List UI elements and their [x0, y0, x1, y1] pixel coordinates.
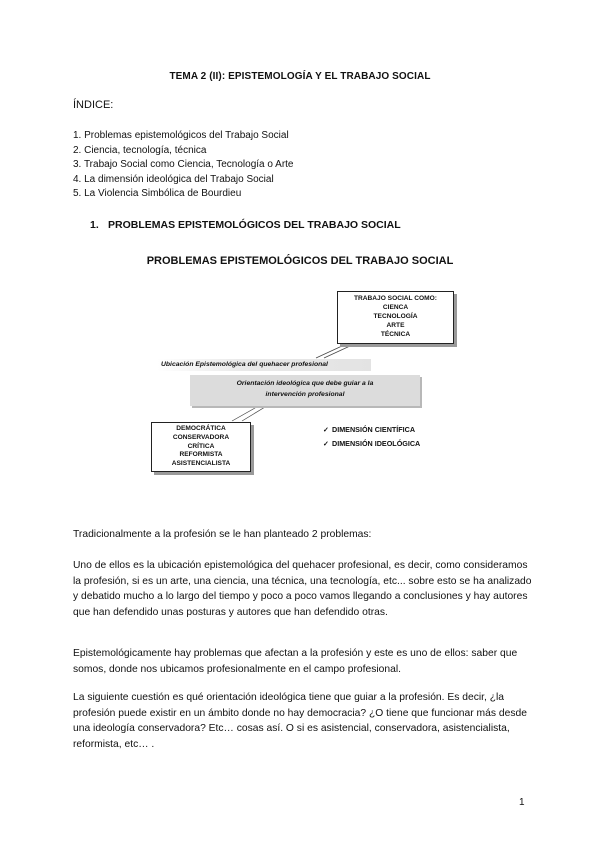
body-paragraph-3: Epistemológicamente hay problemas que afectan a la profesión y este es uno de ellos: saber que somos, donde nos ubicamos profesionalmente en el campo profesional. [73, 648, 518, 675]
ideologia-line-3: CRÍTICA [187, 442, 215, 450]
trabajo-social-line-3: TECNOLOGÍA [373, 313, 418, 320]
page-number: 1 [519, 797, 525, 808]
checkmark-icon: ✓ [323, 425, 330, 434]
dimension-ideologica: DIMENSIÓN IDEOLÓGICA [332, 439, 421, 448]
figure-title: PROBLEMAS EPISTEMOLÓGICOS DEL TRABAJO SOCIAL [146, 255, 454, 267]
index-item-3: 3. Trabajo Social como Ciencia, Tecnología o Arte [73, 159, 294, 171]
body-paragraph-1: Tradicionalmente a la profesión se le han planteado 2 problemas: [73, 529, 372, 540]
ideologia-line-2: CONSERVADORA [172, 433, 230, 441]
trabajo-social-line-4: ARTE [386, 322, 405, 329]
body-paragraph-4: La siguiente cuestión es qué orientación ideológica tiene que guiar a la profesión. Es decir, ¿la profesión puede existir en un ámbito donde no hay democracia? ¿O tiene que funcionar más desde una ideología conservadora? Etc… cosas así. O si es asistencial, conservadora, asistencialista, reformista, etc… . [73, 692, 527, 750]
ubicacion-label: Ubicación Epistemológica del quehacer profesional [157, 359, 371, 371]
index-item-4: 4. La dimensión ideológica del Trabajo Social [73, 173, 274, 185]
ideologia-line-1: DEMOCRÁTICA [176, 425, 226, 432]
dimension-item-1 [323, 423, 420, 437]
orientacion-line-2: intervención profesional [265, 390, 345, 398]
dimension-item-2 [323, 437, 420, 451]
orientacion-line-1: Orientación ideológica que debe guiar a la [236, 380, 374, 387]
trabajo-social-line-2: CIENCA [382, 304, 409, 311]
ideologias-box [151, 422, 251, 472]
index-list [73, 129, 294, 202]
section-heading [90, 219, 401, 231]
index-label: ÍNDICE: [73, 99, 114, 111]
trabajo-social-box [337, 291, 454, 344]
section-heading-text: PROBLEMAS EPISTEMOLÓGICOS DEL TRABAJO SOCIAL [108, 219, 401, 231]
connector-bottom [232, 404, 270, 421]
trabajo-social-line-1: TRABAJO SOCIAL COMO: [353, 295, 438, 302]
index-item-5: 5. La Violencia Simbólica de Bourdieu [73, 188, 242, 200]
orientacion-box [190, 375, 420, 406]
ideologia-line-5: ASISTENCIALISTA [171, 460, 231, 468]
dimensions-list [323, 423, 420, 451]
checkmark-icon: ✓ [323, 439, 330, 448]
document-title: TEMA 2 (II): EPISTEMOLOGÍA Y EL TRABAJO SOCIAL [169, 71, 431, 82]
dimension-cientifica: DIMENSIÓN CIENTÍFICA [332, 425, 416, 434]
body-paragraph-2: Uno de ellos es la ubicación epistemológica del quehacer profesional, es decir, como consideramos la profesión, si es un arte, una ciencia, una técnica, una tecnología, etc... sobre esto se ha analizado y debatido mucho a lo largo del tiempo y poco a poco vamos llegando a conclusiones y hay autores que han defendido unas posturas y autores que han defendido otras. [73, 560, 532, 618]
index-item-2: 2. Ciencia, tecnología, técnica [73, 144, 207, 156]
trabajo-social-line-5: TÉCNICA [380, 331, 411, 338]
index-item-1: 1. Problemas epistemológicos del Trabajo Social [73, 130, 289, 141]
section-number: 1. [90, 219, 99, 231]
ideologia-line-4: REFORMISTA [179, 451, 223, 459]
